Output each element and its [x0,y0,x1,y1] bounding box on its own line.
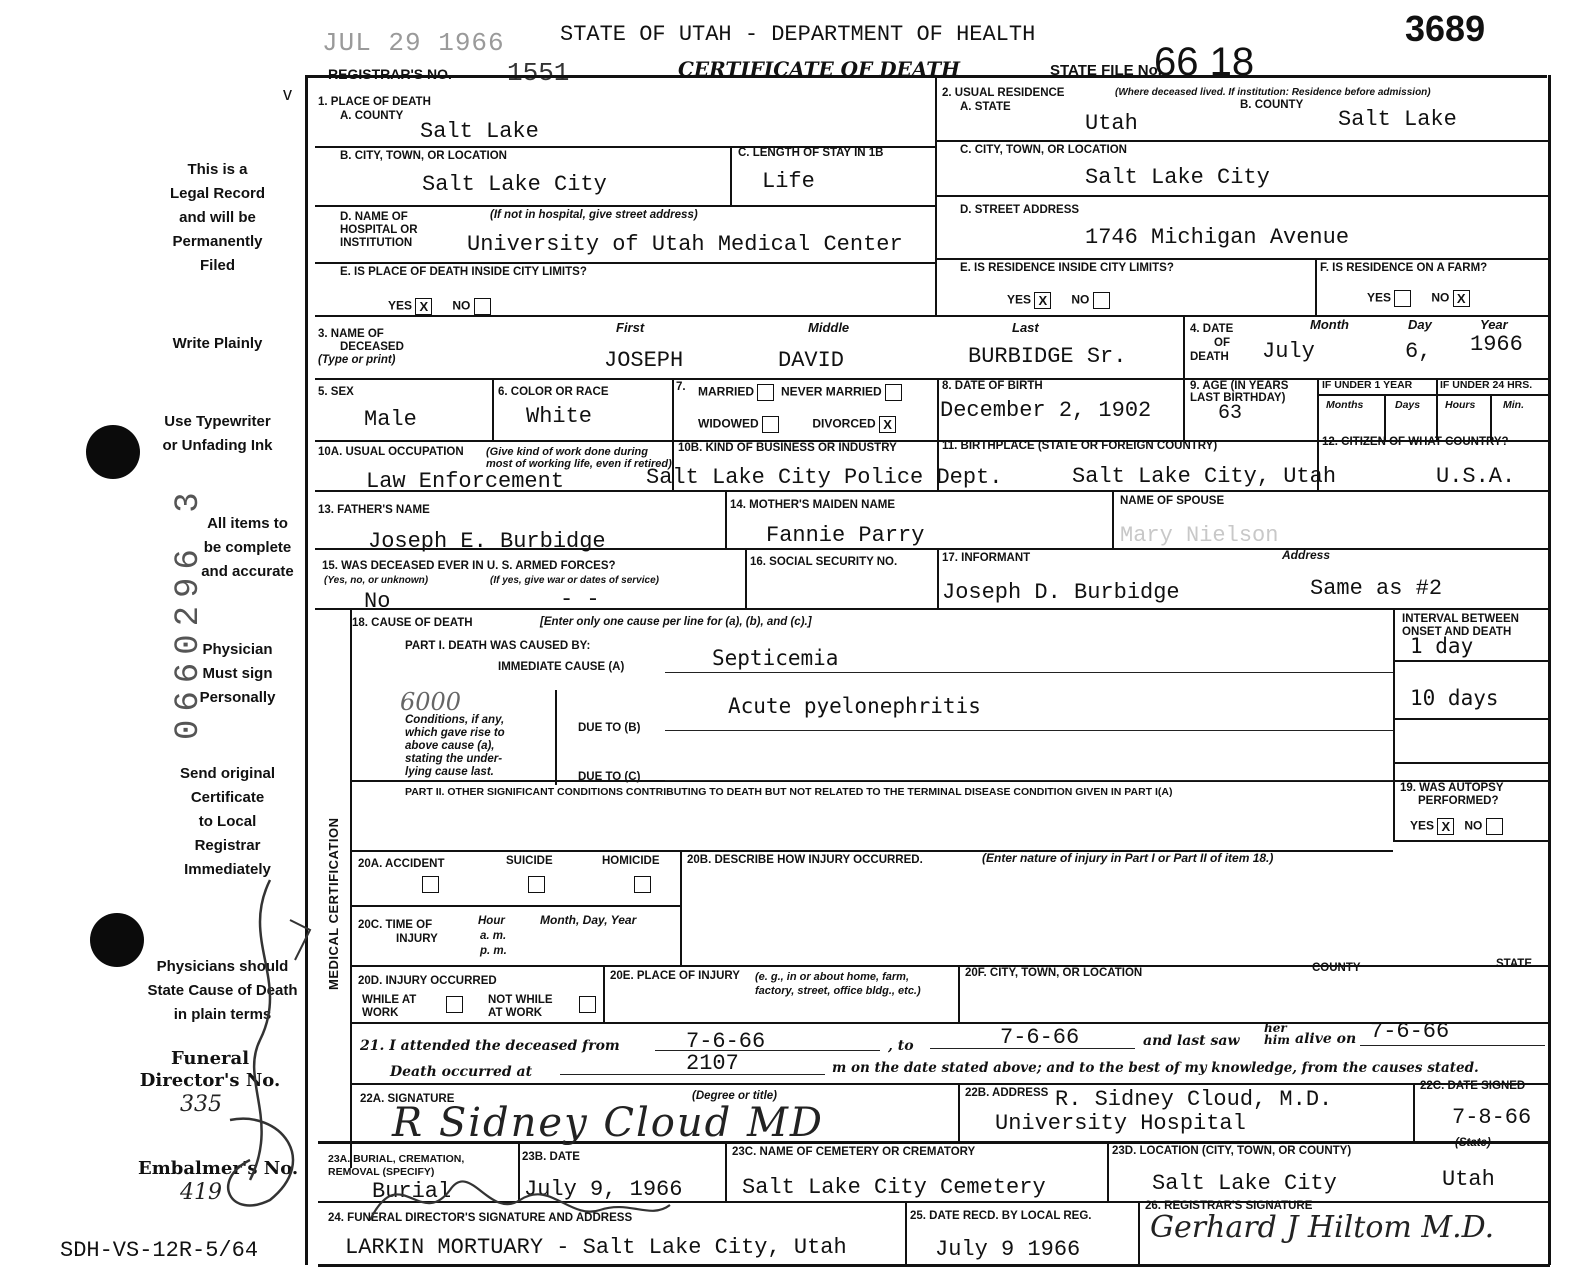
middle-name-label: Middle [808,320,850,335]
form-border-top [305,75,1547,78]
no-checkbox[interactable] [1093,292,1110,309]
physician-address-line2: University Hospital [995,1111,1246,1136]
interval-a: 1 day [1410,634,1474,658]
typewriter-note: Use Typewriter or Unfading Ink [162,413,273,454]
under-24-hours-label: IF UNDER 24 HRS. [1440,379,1533,391]
father-label: 13. FATHER'S NAME [318,504,430,516]
death-day: 6, [1405,339,1432,364]
deceased-name-label: 3. NAME OF DECEASED (Type or print) [318,328,404,366]
degree-label: (Degree or title) [692,1090,777,1102]
married-checkbox[interactable] [757,384,774,401]
hospital-hint: (If not in hospital, give street address) [490,209,698,221]
date-received: July 9 1966 [935,1237,1081,1262]
marital-label: 7. [676,381,686,393]
year-label: Year [1480,317,1508,332]
attended-from: 7-6-66 [686,1029,766,1054]
residence-inside-label: E. IS RESIDENCE INSIDE CITY LIMITS? [960,262,1174,274]
street-address-label: D. STREET ADDRESS [960,204,1080,216]
death-occurred-label: Death occurred at [390,1064,533,1080]
date-signed-label: 22C. DATE SIGNED [1420,1080,1526,1092]
legal-record-note: This is a Legal Record and will be Permanently Filed [169,161,266,274]
cemetery-name: Salt Lake City Cemetery [742,1175,1046,1200]
physician-sign-note: Physician Must sign Personally [199,641,276,706]
last-name-label: Last [1012,320,1039,335]
farm-label: F. IS RESIDENCE ON A FARM? [1320,262,1488,274]
occupation: Law Enforcement [366,469,565,494]
cause-of-death-label: 18. CAUSE OF DEATH [352,617,473,629]
death-city: Salt Lake City [422,172,607,197]
burial-state: Utah [1442,1167,1495,1192]
state-file-number: 66 18 [1154,40,1255,84]
month-day-year-label: Month, Day, Year [540,913,637,927]
registrar-number: 1551 [507,58,570,88]
suicide-label: SUICIDE [506,855,553,867]
armed-dates-hint: (If yes, give war or dates of service) [490,575,659,586]
hours-label: Hours [1445,399,1476,411]
while-at-work-checkbox[interactable] [446,996,463,1013]
yes-checkbox[interactable]: X [1034,292,1051,309]
check-mark: v [283,84,292,104]
death-county: Salt Lake [420,119,539,144]
armed-forces: No [364,589,391,614]
hour-ampm: Hour a. m. p. m. [478,915,507,957]
no-checkbox[interactable] [1486,818,1503,835]
citizen-label: 12. CITIZEN OF WHAT COUNTRY? [1322,436,1509,448]
date-of-death-label: 4. DATE OF DEATH [1190,323,1234,363]
punch-hole [90,913,144,967]
suicide-checkbox[interactable] [528,876,545,893]
birthplace: Salt Lake City, Utah [1072,464,1337,489]
last-saw-label: and last saw [1143,1033,1240,1049]
attended-label: 21. I attended the deceased from [360,1038,620,1054]
days-label: Days [1395,399,1421,411]
immediate-cause-label: IMMEDIATE CAUSE (A) [498,661,625,673]
state-cause-note: Physicians should State Cause of Death in plain terms [147,958,298,1023]
age-label: 9. AGE (IN YEARS LAST BIRTHDAY) [1190,380,1289,404]
death-month: July [1262,339,1315,364]
death-city-label: B. CITY, TOWN, OR LOCATION [340,150,507,162]
vertical-cert-number: 0660296 3 [170,484,208,740]
not-while-at-work-checkbox[interactable] [579,996,596,1013]
injury-county-label: COUNTY [1312,962,1361,974]
ssn-label: 16. SOCIAL SECURITY NO. [750,556,898,568]
business-label: 10B. KIND OF BUSINESS OR INDUSTRY [678,442,897,454]
never-married-checkbox[interactable] [885,384,902,401]
funeral-director-number: 335 [180,1092,222,1117]
injury-city-label: 20F. CITY, TOWN, OR LOCATION [965,967,1143,979]
inside-limits-label: E. IS PLACE OF DEATH INSIDE CITY LIMITS? [340,266,587,278]
armed-forces-hint: (Yes, no, or unknown) [324,575,429,586]
marital-options-bottom: WIDOWED DIVORCED X [698,416,896,433]
medical-certification-label: MEDICAL CERTIFICATION [326,817,341,990]
place-of-death-label: 1. PLACE OF DEATH [318,96,431,108]
burial-date-label: 23B. DATE [522,1151,580,1163]
dob-label: 8. DATE OF BIRTH [942,380,1043,392]
date-signed: 7-8-66 [1452,1105,1532,1130]
part-2-label: PART II. OTHER SIGNIFICANT CONDITIONS CONTRIBUTING TO DEATH BUT NOT RELATED TO THE TERMINAL DISEASE CONDITION GIVEN IN PART I(A) [405,786,1173,798]
address-label: Address [1282,548,1331,562]
funeral-director-label: Funeral Director's No. [139,1048,281,1091]
part-1-label: PART I. DEATH WAS CAUSED BY: [405,640,591,652]
funeral-director-signature-label: 24. FUNERAL DIRECTOR'S SIGNATURE AND ADDRESS [328,1212,633,1224]
physician-address-line1: R. Sidney Cloud, M.D. [1055,1087,1333,1112]
funeral-director-address: LARKIN MORTUARY - Salt Lake City, Utah [345,1235,847,1260]
not-while-at-work-label: NOT WHILE AT WORK [488,994,553,1019]
interval-b: 10 days [1410,686,1499,710]
certificate-title: CERTIFICATE OF DEATH [678,57,961,81]
alive-on-label: alive on [1295,1031,1357,1047]
punch-hole [86,425,140,479]
race-label: 6. COLOR OR RACE [498,386,609,398]
father-name: Joseph E. Burbidge [368,529,606,554]
form-border-bottom [318,1264,1550,1267]
mother-label: 14. MOTHER'S MAIDEN NAME [730,499,896,511]
residence-city: Salt Lake City [1085,165,1270,190]
informant-address: Same as #2 [1310,576,1443,601]
conditions-hint: Conditions, if any, which gave rise to above cause (a), stating the under- lying cause last. [405,714,505,778]
due-to-b-label: DUE TO (B) [578,722,641,734]
physician-signature: R Sidney Cloud MD [392,1100,824,1146]
complete-note: All items to be complete and accurate [201,515,294,580]
state-title: STATE OF UTAH - DEPARTMENT OF HEALTH [560,22,1036,47]
armed-forces-label: 15. WAS DECEASED EVER IN U. S. ARMED FORCES? [322,560,616,572]
armed-dates: - - [560,587,600,612]
homicide-label: HOMICIDE [602,855,660,867]
residence-county: Salt Lake [1338,107,1457,132]
death-occurred-statement: m on the date stated above; and to the best of my knowledge, from the causes stated. [832,1060,1479,1076]
place-of-injury-hint: (e. g., in or about home, farm, factory, street, office bldg., etc.) [755,971,921,997]
min-label: Min. [1503,399,1524,411]
burial-state-label: (State) [1455,1137,1491,1149]
no-checkbox[interactable]: X [1453,290,1470,307]
attended-to: 7-6-66 [1000,1025,1080,1050]
first-name: JOSEPH [604,348,684,373]
race: White [526,404,593,429]
registrar-signature: Gerhard J Hiltom M.D. [1150,1210,1495,1245]
occupation-label: 10A. USUAL OCCUPATION [318,446,464,458]
registrar-signature-label: 26. REGISTRAR'S SIGNATURE [1145,1200,1313,1212]
physician-address-label: 22B. ADDRESS [965,1087,1049,1099]
her-him-label: her him [1264,1021,1290,1047]
farm-options: YES NO X [1367,290,1470,307]
embalmer-number: 419 [180,1180,222,1205]
birthplace-label: 11. BIRTHPLACE (STATE OR FOREIGN COUNTRY) [942,440,1218,452]
residence-county-label: B. COUNTY [1240,99,1304,111]
residence-city-label: C. CITY, TOWN, OR LOCATION [960,144,1127,156]
marital-options-top: MARRIED NEVER MARRIED [698,384,902,401]
injury-how-hint: (Enter nature of injury in Part I or Part II of item 18.) [982,851,1274,865]
hospital-label: D. NAME OF HOSPITAL OR INSTITUTION [340,211,418,249]
residence-state-label: A. STATE [960,101,1011,113]
injury-occurred-label: 20D. INJURY OCCURRED [358,975,497,987]
to-label: , to [888,1038,914,1054]
residence-hint: (Where deceased lived. If institution: Residence before admission) [1115,87,1431,98]
injury-state-label: STATE [1496,958,1532,970]
send-original-note: Send original Certificate to Local Registrar Immediately [179,765,275,878]
burial-location-label: 23D. LOCATION (CITY, TOWN, OR COUNTY) [1112,1145,1352,1157]
residence-label: 2. USUAL RESIDENCE [942,87,1065,99]
due-to-b: Acute pyelonephritis [728,694,981,718]
time-of-injury-label: 20C. TIME OF INJURY [358,919,438,945]
residence-inside-options: YES X NO [1007,292,1110,309]
informant-name: Joseph D. Burbidge [942,580,1180,605]
burial-date: July 9, 1966 [524,1177,683,1202]
months-label: Months [1326,399,1364,411]
burial-type: Burial [372,1179,452,1204]
burial-type-label: 23A. BURIAL, CREMATION, REMOVAL (SPECIFY) [328,1153,465,1178]
age: 63 [1218,402,1243,425]
embalmer-label: Embalmer's No. [138,1158,299,1179]
citizenship: U.S.A. [1436,464,1516,489]
death-year: 1966 [1470,332,1523,357]
mother-maiden-name: Fannie Parry [766,523,925,548]
autopsy-label: 19. WAS AUTOPSY PERFORMED? [1400,782,1504,807]
spouse-name: Mary Nielson [1120,523,1279,548]
length-of-stay-label: C. LENGTH OF STAY IN 1B [738,147,884,159]
first-name-label: First [616,320,645,335]
autopsy-options: YES X NO [1410,818,1503,835]
widowed-checkbox[interactable] [762,416,779,433]
cemetery-label: 23C. NAME OF CEMETERY OR CREMATORY [732,1146,976,1158]
no-checkbox[interactable] [474,298,491,315]
immediate-cause: Septicemia [712,646,839,670]
inside-limits-options: YES X NO [388,298,491,315]
date-of-birth: December 2, 1902 [940,398,1152,423]
write-plainly-note: Write Plainly [172,335,263,352]
burial-location: Salt Lake City [1152,1171,1337,1196]
middle-name: DAVID [778,348,845,373]
informant-label: 17. INFORMANT [942,552,1031,564]
form-border-right [1548,75,1551,1265]
occupation-hint: (Give kind of work done during most of working life, even if retired) [486,446,672,470]
death-occurred-time: 2107 [686,1051,739,1076]
handwritten-funeral-signature [360,1150,683,1240]
cause-hint: [Enter only one cause per line for (a), (b), and (c).] [540,616,812,628]
signature-label: 22A. SIGNATURE [360,1093,455,1105]
accident-label: 20A. ACCIDENT [358,858,445,870]
sex: Male [364,407,417,432]
yes-checkbox[interactable] [1394,290,1411,307]
last-name: BURBIDGE Sr. [968,344,1127,369]
state-file-label: STATE FILE No. [1050,62,1162,79]
page-number: 3689 [1405,8,1486,49]
business: Salt Lake City Police Dept. [646,465,1003,490]
registrar-label: REGISTRAR'S NO. [328,66,452,82]
injury-how-label: 20B. DESCRIBE HOW INJURY OCCURRED. [687,854,923,866]
handwritten-scribble [170,860,350,1220]
yes-checkbox[interactable]: X [1437,818,1454,835]
homicide-checkbox[interactable] [634,876,651,893]
sex-label: 5. SEX [318,386,354,398]
residence-state: Utah [1085,111,1138,136]
due-to-c-label: DUE TO (C) [578,771,641,783]
yes-checkbox[interactable]: X [415,298,432,315]
cause-code: 6000 [400,688,462,716]
alive-date: 7-6-66 [1370,1019,1450,1044]
interval-label: INTERVAL BETWEEN ONSET AND DEATH [1402,613,1519,638]
date-received-label: 25. DATE RECD. BY LOCAL REG. [910,1210,1092,1222]
day-label: Day [1408,317,1432,332]
length-of-stay: Life [762,169,815,194]
place-of-injury-label: 20E. PLACE OF INJURY [610,970,740,982]
divorced-checkbox[interactable]: X [879,416,896,433]
spouse-label: NAME OF SPOUSE [1120,495,1225,507]
hospital-name: University of Utah Medical Center [467,232,903,257]
under-1-year-label: IF UNDER 1 YEAR [1322,379,1413,391]
while-at-work-label: WHILE AT WORK [362,994,417,1019]
form-number: SDH-VS-12R-5/64 [60,1238,259,1263]
street-address: 1746 Michigan Avenue [1085,225,1350,250]
month-label: Month [1310,317,1349,332]
date-stamp: JUL 29 1966 [322,28,505,58]
accident-checkbox[interactable] [422,876,439,893]
county-label: A. COUNTY [340,110,404,122]
